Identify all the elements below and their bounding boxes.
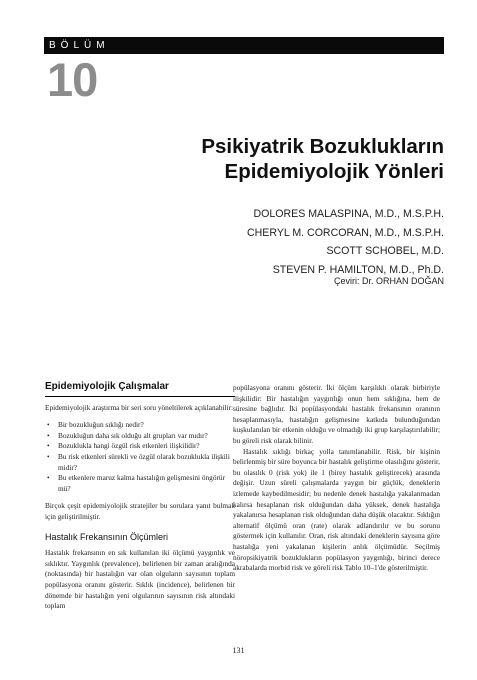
section-heading: Epidemiyolojik Çalışmalar: [45, 382, 235, 397]
chapter-label: BÖLÜM: [49, 40, 110, 51]
question-item: • Bu risk etkenleri sürekli ve özgül olarak bozuklukla ilişkili midir?: [45, 452, 235, 473]
author-name: STEVEN P. HAMILTON, M.D., Ph.D.: [272, 263, 444, 276]
subsection-heading: Hastalık Frekansının Ölçümleri: [45, 531, 169, 542]
author-list: [247, 205, 444, 279]
question-item: • Bozukluğun daha sık olduğu alt grupları var mıdır?: [45, 431, 235, 442]
author-name: CHERYL M. CORCORAN, M.D., M.S.P.H.: [247, 226, 444, 239]
right-column: [233, 383, 440, 574]
chapter-title-line-1: Psikiyatrik Bozuklukların: [201, 135, 444, 158]
body-paragraph: popülasyona oranını gösterir. İki ölçüm karşılıklı olarak birbiriyle ilişkilidir: Bir hastalığın yaygınlığı onun hem sıklığına, hem de süresine bağlıdır. İki popülasyondaki hastalık frekansının oranının hesaplanmasıyla, hastalığın gelişmesine katkıda bulunduğundan kuşkulanılan bir etkenin olduğu ve olmadığı iki grup karşılaştırılabilir; bu göreli risk olarak bilinir.: [233, 383, 440, 445]
after-list-paragraph: Birçok çeşit epidemiyolojik stratejiler bu sorulara yanıt bulmak için geliştirilmiştir.: [45, 501, 235, 521]
page-number: 131: [232, 646, 245, 655]
question-item: • Bu etkenlere maruz kalma hastalığın gelişmesini öngörür mü?: [45, 473, 235, 494]
body-paragraph: Hastalık frekansının en sık kullanılan iki ölçümü yaygınlık ve sıklıktır. Yaygınlık (prevalence), belirlenen bir zaman aralığında (noktasında) bir hastalığın var olan olguların sayısının toplam popülasyona oranını gösterir. Sıklık (incidence), belirlenen bir dönemde bir hastalığın yeni olgularının sayısının risk altındaki toplam: [45, 548, 235, 611]
intro-paragraph: Epidemiyolojik araştırma bir seri soru yöneltilerek açıklanabilir:: [45, 402, 234, 412]
left-column: [45, 382, 235, 612]
question-item: • Bozuklukla hangi özgül risk etkenleri ilişkilidir?: [45, 441, 235, 452]
question-list: [45, 420, 235, 494]
chapter-title: [201, 134, 444, 184]
translator-credit: Çeviri: Dr. ORHAN DOĞAN: [333, 276, 444, 286]
body-paragraph: Hastalık sıklığı birkaç yolla tanımlanabilir. Risk, bir kişinin belirlenmiş bir süre boyunca bir hastalık geliştirme olasılığını gösterir, bu olasılık 0 (risk yok) ile 1 (birey hastalık geliştirecek) arasında değişir. Uzun süreli çalışmalarda yaygın bir güçlük, deneklerin izlemede kaybedilmesidir; bu nedenle denek hastalığa yakalanmadan kalırsa hesaplanan risk olduğundan daha yüksek, denek hastalığa yakalanırsa hesaplanan risk olduğundan daha düşük olacaktır. Sıklığın alternatif ölçümü oran (rate) olarak adlandırılır ve bu sorunu göstermek için kullanılır. Oran, risk altındaki deneklerin sayısına göre hastalığa yeni yakalanan kişilerin anlık ölçümüdür. Seçilmiş nöropsikiyatrik bozuklukların popülasyon yaygınlığı, birinci derece akrabalarda morbid risk ve göreli risk Tablo 10–1'de gösterilmiştir.: [233, 446, 440, 573]
author-name: SCOTT SCHOBEL, M.D.: [326, 245, 444, 257]
author-name: DOLORES MALASPINA, M.D., M.S.P.H.: [253, 208, 444, 220]
chapter-label-bar: [44, 37, 444, 54]
question-item: • Bir bozukluğun sıklığı nedir?: [45, 420, 235, 431]
chapter-number: 10: [47, 53, 98, 106]
chapter-title-line-2: Epidemiyolojik Yönleri: [224, 160, 444, 183]
